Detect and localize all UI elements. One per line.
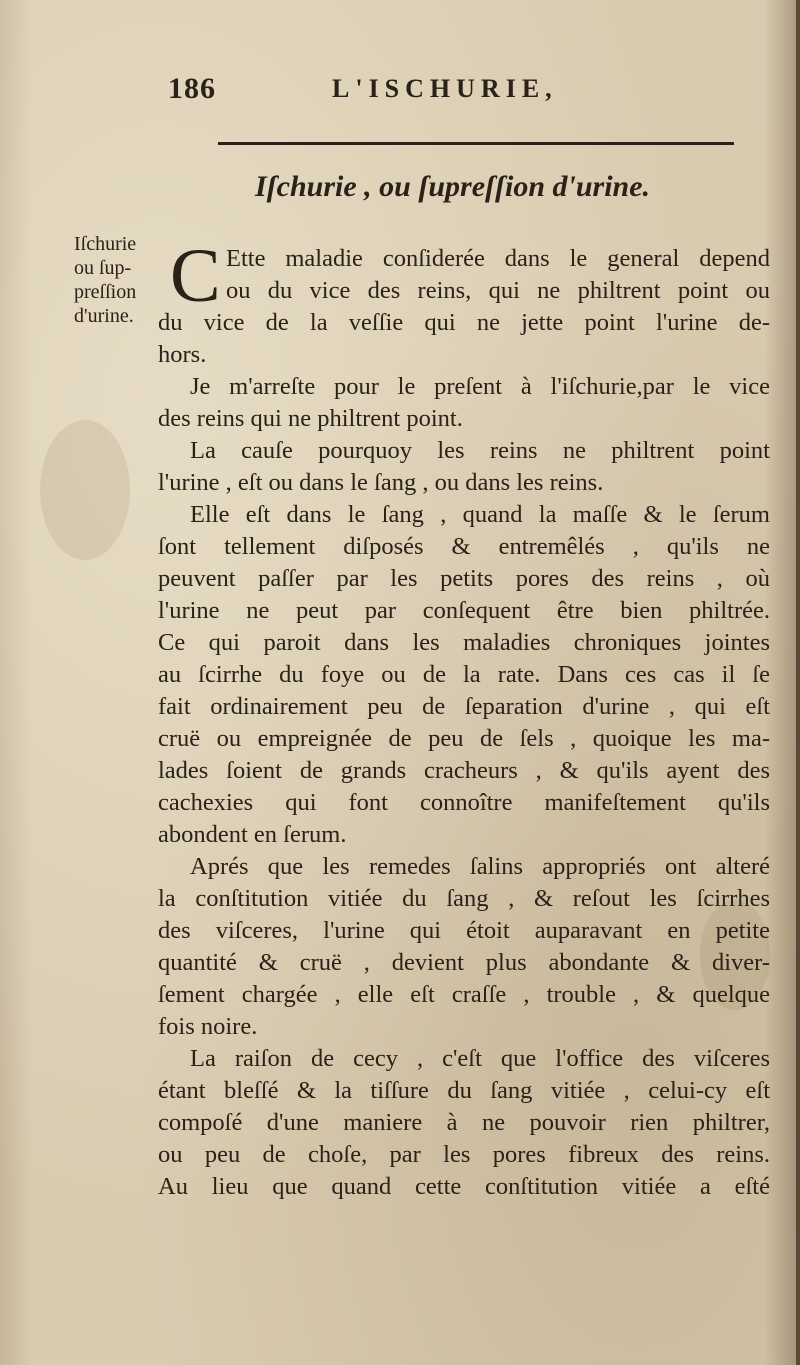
text-line: Au lieu que quand cette conſtitution vitiée a eſté	[158, 1173, 770, 1200]
text-line: ou peu de choſe, par les pores fibreux des reins.	[158, 1141, 770, 1168]
text-line: du vice de la veſſie qui ne jette point l'urine de-	[158, 309, 770, 336]
header-rule	[218, 142, 734, 145]
running-title: L'ISCHURIE,	[332, 74, 558, 103]
margin-note-line: d'urine.	[74, 305, 134, 327]
text-line: hors.	[158, 341, 207, 368]
text-line: l'urine , eſt ou dans le ſang , ou dans les reins.	[158, 469, 604, 496]
text-line: fois noire.	[158, 1013, 258, 1040]
text-line: étant bleſſé & la tiſſure du ſang vitiée , celui-cy eſt	[158, 1077, 770, 1104]
margin-note-line: preſſion	[74, 281, 137, 303]
text-line: quantité & cruë , devient plus abondante & diver-	[158, 949, 770, 976]
text-line: Aprés que les remedes ſalins appropriés ont alteré	[190, 853, 770, 880]
text-line: au ſcirrhe du foye ou de la rate. Dans ces cas il ſe	[158, 661, 770, 688]
page-number: 186	[168, 72, 216, 105]
text-line: peuvent paſſer par les petits pores des reins , où	[158, 565, 770, 592]
text-line: Ce qui paroit dans les maladies chroniques jointes	[158, 629, 770, 656]
text-line: ſement chargée , elle eſt craſſe , trouble , & quelque	[158, 981, 770, 1008]
running-head	[150, 72, 610, 112]
text-line: cachexies qui font connoître manifeſtement qu'ils	[158, 789, 770, 816]
margin-note-line: Iſchurie	[74, 233, 137, 255]
paper-stain	[40, 420, 130, 560]
text-line: ſont tellement diſposés & entremêlés , qu'ils ne	[158, 533, 770, 560]
text-line: Je m'arreſte pour le preſent à l'iſchurie,par le vice	[190, 373, 770, 400]
text-line: lades ſoient de grands cracheurs , & qu'ils ayent des	[158, 757, 770, 784]
text-line: des reins qui ne philtrent point.	[158, 405, 463, 432]
margin-note-line: ou ſup-	[74, 257, 132, 279]
text-line: compoſé d'une maniere à ne pouvoir rien philtrer,	[158, 1109, 770, 1136]
drop-cap: C	[170, 234, 221, 318]
text-line: ou du vice des reins, qui ne philtrent point ou	[226, 277, 770, 304]
text-line: Ette maladie conſiderée dans le general depend	[226, 245, 770, 272]
text-line: cruë ou empreignée de peu de ſels , quoique les ma-	[158, 725, 770, 752]
text-line: abondent en ſerum.	[158, 821, 347, 848]
margin-note	[74, 232, 160, 328]
text-line: fait ordinairement peu de ſeparation d'urine , qui eſt	[158, 693, 770, 720]
text-line: l'urine ne peut par conſequent être bien philtrée.	[158, 597, 770, 624]
section-title: Iſchurie , ou ſupreſſion d'urine.	[255, 170, 651, 203]
text-line: La cauſe pourquoy les reins ne philtrent point	[190, 437, 770, 464]
text-line: La raiſon de cecy , c'eſt que l'office des viſceres	[190, 1045, 770, 1072]
body-text	[158, 234, 770, 1203]
text-line: des viſceres, l'urine qui étoit auparavant en petite	[158, 917, 770, 944]
text-line: Elle eſt dans le ſang , quand la maſſe & le ſerum	[190, 501, 770, 528]
text-line: la conſtitution vitiée du ſang , & reſout les ſcirrhes	[158, 885, 770, 912]
